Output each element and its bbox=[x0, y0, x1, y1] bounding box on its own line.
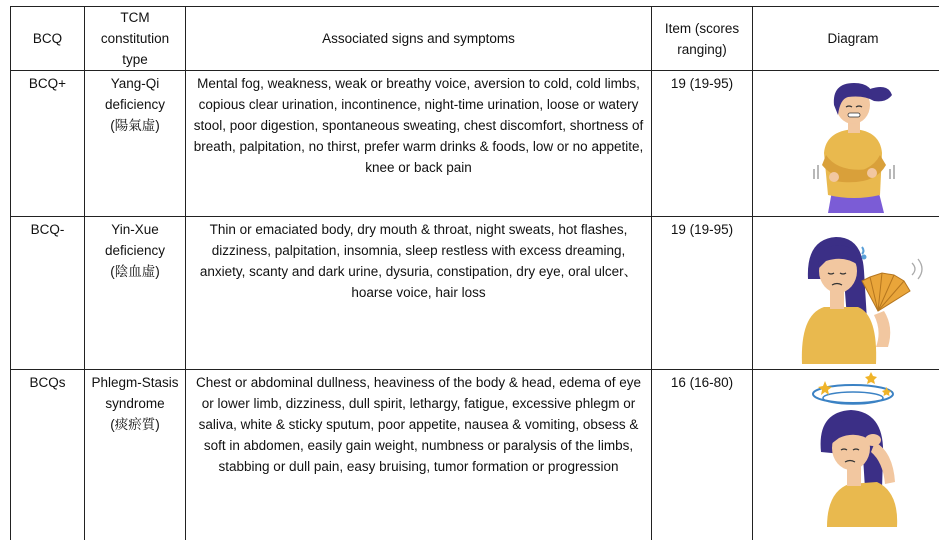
bcq-cell: BCQ+ bbox=[11, 71, 85, 217]
table-row bbox=[11, 370, 939, 540]
tcm-type-line: deficiency bbox=[85, 240, 185, 261]
tcm-type-line: (陰血虛) bbox=[85, 261, 185, 282]
tcm-type-line: (陽氣虛) bbox=[85, 115, 185, 136]
tcm-type-line: Yin-Xue bbox=[85, 219, 185, 240]
header-tcm-type bbox=[85, 7, 186, 71]
diagram-cell bbox=[753, 71, 939, 217]
header-items bbox=[652, 7, 753, 71]
tcm-constitution-table bbox=[10, 6, 939, 540]
header-bcq: BCQ bbox=[11, 7, 85, 71]
items-cell: 16 (16-80) bbox=[652, 370, 753, 540]
symptoms-cell: Mental fog, weakness, weak or breathy voice, aversion to cold, cold limbs, copious clear urination, incontinence, night-time urination, loose or watery stool, poor digestion, spontaneous sweating, chest discomfort, shortness of breath, palpitation, no thirst, prefer warm drinks & foods, low or no appetite, knee or back pain bbox=[186, 71, 652, 217]
items-cell: 19 (19-95) bbox=[652, 71, 753, 217]
symptoms-cell: Chest or abdominal dullness, heaviness of the body & head, edema of eye or lower limb, dizziness, dull spirit, lethargy, fatigue, excessive phlegm or saliva, white & sticky sputum, poor appetite, nausea & vomiting, obsess & soft in abdomen, easily gain weight, numbness or paralysis of the limbs, stabbing or dull pain, easy bruising, tumor formation or progression bbox=[186, 370, 652, 540]
header-symptoms: Associated signs and symptoms bbox=[186, 7, 652, 71]
tcm-type-cell bbox=[85, 370, 186, 540]
tcm-type-line: (痰瘀質) bbox=[85, 414, 185, 435]
header-diagram: Diagram bbox=[753, 7, 939, 71]
tcm-type-line: Phlegm-Stasis bbox=[85, 372, 185, 393]
tcm-type-line: deficiency bbox=[85, 94, 185, 115]
diagram-cell bbox=[753, 370, 939, 540]
tcm-type-cell bbox=[85, 217, 186, 370]
table-row bbox=[11, 217, 939, 370]
table-header-row bbox=[11, 7, 939, 71]
cold-shivering-woman-icon bbox=[808, 73, 898, 213]
header-tcm-type-line: constitution bbox=[85, 28, 185, 49]
header-tcm-type-line: type bbox=[85, 49, 185, 70]
bcq-cell: BCQ- bbox=[11, 217, 85, 370]
header-items-line: ranging) bbox=[652, 39, 752, 60]
tcm-type-cell bbox=[85, 71, 186, 217]
header-tcm-type-line: TCM bbox=[85, 7, 185, 28]
dizzy-woman-icon bbox=[793, 372, 913, 527]
table-row bbox=[11, 71, 939, 217]
tcm-type-line: Yang-Qi bbox=[85, 73, 185, 94]
diagram-cell bbox=[753, 217, 939, 370]
symptoms-cell: Thin or emaciated body, dry mouth & throat, night sweats, hot flashes, dizziness, palpitation, insomnia, sleep restless with excess dreaming, anxiety, scanty and dark urine, dysuria, constipation, dry eye, oral ulcer、hoarse voice, hair loss bbox=[186, 217, 652, 370]
hot-fanning-woman-icon bbox=[778, 219, 928, 364]
items-cell: 19 (19-95) bbox=[652, 217, 753, 370]
tcm-type-line: syndrome bbox=[85, 393, 185, 414]
header-items-line: Item (scores bbox=[652, 18, 752, 39]
bcq-cell: BCQs bbox=[11, 370, 85, 540]
